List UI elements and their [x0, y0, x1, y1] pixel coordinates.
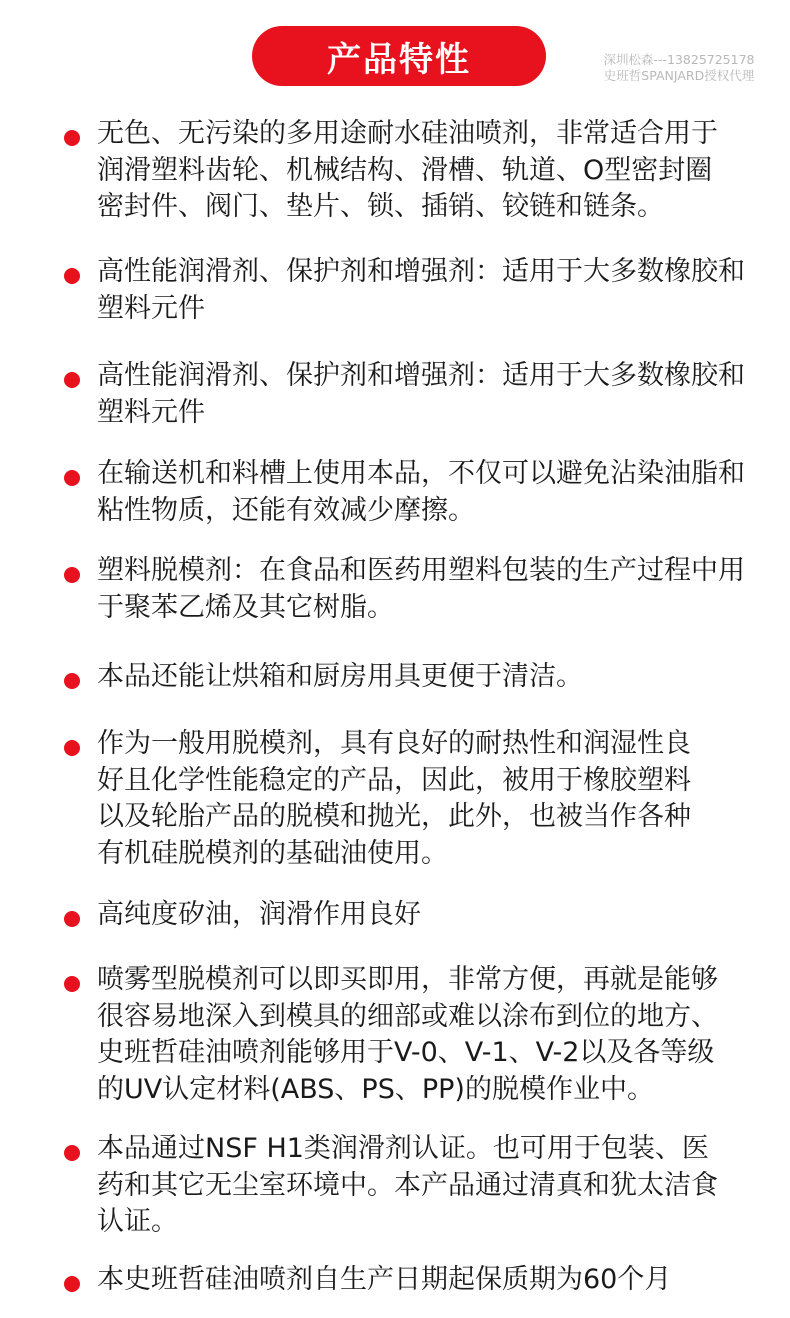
- bullet-dot-icon: [64, 911, 80, 927]
- feature-text: 在输送机和料槽上使用本品，不仅可以避免沾染油脂和粘性物质，还能有效减少摩擦。: [97, 458, 745, 526]
- bullet-dot-icon: [64, 1276, 80, 1292]
- bullet-dot-icon: [64, 268, 80, 284]
- bullet-dot-icon: [64, 740, 80, 756]
- watermark: [570, 52, 788, 84]
- feature-text: 作为一般用脱模剂，具有良好的耐热性和润湿性良好且化学性能稳定的产品，因此，被用于橡胶塑料以及轮胎产品的脱模和抛光，此外，也被当作各种有机硅脱模剂的基础油使用。: [97, 728, 691, 869]
- bullet-dot-icon: [64, 567, 80, 583]
- section-title-banner: [252, 26, 546, 86]
- feature-text: 无色、无污染的多用途耐水硅油喷剂，非常适合用于润滑塑料齿轮、机械结构、滑槽、轨道、O型密封圈密封件、阀门、垫片、锁、插销、铰链和链条。: [97, 118, 718, 222]
- feature-text: 喷雾型脱模剂可以即买即用，非常方便，再就是能够很容易地深入到模具的细部或难以涂布到位的地方、史班哲硅油喷剂能够用于V-0、V-1、V-2以及各等级的UV认定材料(ABS、PS、PP)的脱模作业中。: [97, 964, 718, 1105]
- bullet-dot-icon: [64, 1145, 80, 1161]
- feature-text: 本品通过NSF H1类润滑剂认证。也可用于包装、医药和其它无尘室环境中。本产品通过清真和犹太洁食认证。: [97, 1133, 718, 1237]
- watermark-agent: 史班哲SPANJARD授权代理: [603, 68, 755, 83]
- feature-text: 塑料脱模剂：在食品和医药用塑料包装的生产过程中用于聚苯乙烯及其它树脂。: [97, 555, 745, 623]
- bullet-dot-icon: [64, 470, 80, 486]
- bullet-dot-icon: [64, 372, 80, 388]
- feature-text: 本品还能让烘箱和厨房用具更便于清洁。: [97, 661, 583, 692]
- section-title: 产品特性: [327, 39, 471, 80]
- feature-text: 高性能润滑剂、保护剂和增强剂：适用于大多数橡胶和塑料元件: [97, 256, 745, 324]
- feature-text: 高性能润滑剂、保护剂和增强剂：适用于大多数橡胶和塑料元件: [97, 360, 745, 428]
- bullet-dot-icon: [64, 976, 80, 992]
- feature-text: 本史班哲硅油喷剂自生产日期起保质期为60个月: [97, 1264, 672, 1295]
- bullet-dot-icon: [64, 673, 80, 689]
- watermark-contact: 深圳松森---13825725178: [603, 52, 755, 67]
- bullet-dot-icon: [64, 130, 80, 146]
- feature-text: 高纯度矽油，润滑作用良好: [97, 899, 421, 930]
